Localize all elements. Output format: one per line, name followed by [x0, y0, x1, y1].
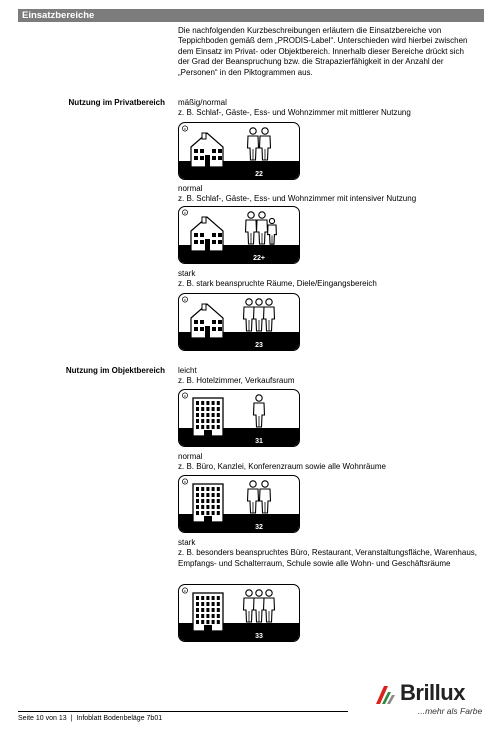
office-building-icon	[193, 484, 223, 522]
person-group-icon	[246, 212, 277, 244]
house-icon	[191, 217, 223, 251]
svg-text:c: c	[184, 126, 186, 132]
person-group-icon	[244, 299, 275, 331]
svg-text:c: c	[184, 210, 186, 216]
svg-text:c: c	[184, 393, 186, 399]
footer-divider	[18, 711, 348, 712]
person-group-icon	[248, 481, 271, 513]
private-item-3	[178, 269, 478, 290]
usage-description: z. B. stark beanspruchte Räume, Diele/Eingangsbereich	[178, 279, 377, 289]
usage-level: normal	[178, 452, 203, 461]
private-area-label: Nutzung im Privatbereich	[68, 98, 165, 107]
usage-level: mäßig/normal	[178, 98, 227, 107]
usage-description: z. B. Hotelzimmer, Verkaufsraum	[178, 376, 295, 386]
document-title: Infoblatt Bodenbeläge 7b01	[76, 715, 163, 722]
prodis-code-label: 33	[255, 633, 263, 640]
prodis-pictogram	[178, 584, 300, 642]
prodis-code-label: 22+	[253, 255, 265, 262]
usage-level: stark	[178, 538, 196, 547]
intro-paragraph: Die nachfolgenden Kurzbeschreibungen erläutern die Einsatzbereiche von Teppichboden gemäß dem „PRODIS-Label“. Unterschieden wird hierbei zwischen dem Einsatz im Privat- oder Objektbereich. Innerhalb dieser Bereiche drückt sich der Grad der Beanspruchung bzw. die Strapazierfähigkeit in der Anzahl der „Personen“ in den Piktogrammen aus.	[178, 26, 468, 77]
private-item-1	[178, 98, 478, 119]
prodis-code-label: 32	[255, 524, 263, 531]
usage-description: z. B. Büro, Kanzlei, Konferenzraum sowie alle Wohnräume	[178, 462, 386, 472]
page-number: Seite 10 von 13	[18, 715, 67, 722]
object-item-3	[178, 538, 478, 569]
office-building-icon	[193, 593, 223, 631]
section-header: Einsatzbereiche	[18, 9, 484, 22]
object-item-1	[178, 366, 478, 387]
prodis-pictogram	[178, 389, 300, 447]
house-icon	[191, 304, 223, 338]
prodis-code-label: 31	[255, 438, 263, 445]
usage-description: z. B. Schlaf-, Gäste-, Ess- und Wohnzimmer mit mittlerer Nutzung	[178, 108, 411, 118]
prodis-pictogram	[178, 206, 300, 264]
office-building-icon	[193, 398, 223, 436]
svg-text:c: c	[184, 297, 186, 303]
usage-level: leicht	[178, 366, 197, 375]
prodis-code-label: 23	[255, 342, 263, 349]
usage-description: z. B. Schlaf-, Gäste-, Ess- und Wohnzimmer mit intensiver Nutzung	[178, 194, 417, 204]
prodis-pictogram	[178, 293, 300, 351]
footer: Seite 10 von 13 | Infoblatt Bodenbeläge 7b01	[18, 715, 163, 722]
object-area-label: Nutzung im Objektbereich	[65, 366, 165, 375]
brand-logo	[374, 680, 486, 720]
usage-level: normal	[178, 184, 203, 193]
brand-name: Brillux	[400, 680, 465, 705]
prodis-code-label: 22	[255, 171, 263, 178]
svg-text:c: c	[184, 588, 186, 594]
prodis-pictogram	[178, 122, 300, 180]
person-group-icon	[244, 590, 275, 622]
house-icon	[191, 133, 223, 167]
object-item-2	[178, 452, 478, 473]
brand-slogan: ...mehr als Farbe	[418, 706, 483, 716]
usage-level: stark	[178, 269, 196, 278]
person-group-icon	[254, 395, 265, 427]
brillux-mark-icon	[374, 682, 398, 706]
person-group-icon	[248, 128, 271, 160]
prodis-pictogram	[178, 475, 300, 533]
svg-text:c: c	[184, 479, 186, 485]
usage-description: z. B. besonders beanspruchtes Büro, Restaurant, Veranstaltungsfläche, Warenhaus, Empfangs- und Schalterraum, Schule sowie alle Wohn- und Geschäftsräume	[178, 548, 477, 568]
private-item-2	[178, 184, 478, 205]
